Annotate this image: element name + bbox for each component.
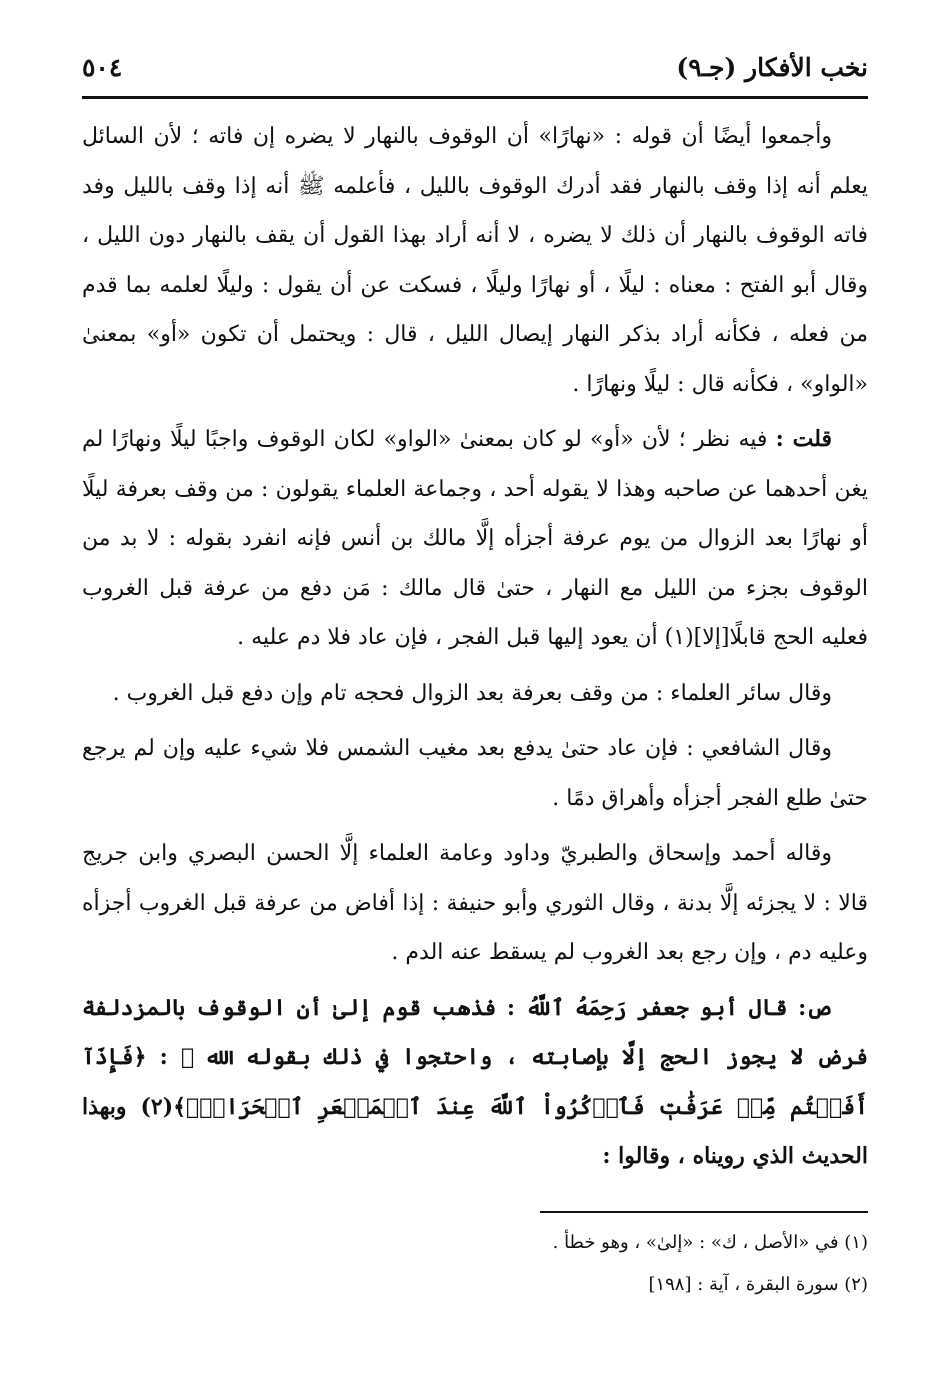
footnotes <box>82 1222 868 1306</box>
paragraph-text: وقال سائر العلماء : من وقف بعرفة بعد الزوال فحجه تام وإن دفع قبل الغروب . <box>112 680 832 706</box>
paragraph <box>82 669 868 719</box>
paragraph-text: قال أبو جعفر رَحِمَهُ ٱللَّهُ : فذهب قوم إلىٰ أن الوقوف بالمزدلفة فرض لا يجوز الحج إلَّا بإصابته ، واحتجوا في ذلك بقوله الله ﷻ : ﴿فَإِذَآ أَفَضۡتُم مِّنۡ عَرَفَٰتٖ فَٱذۡكُرُواْ ٱللَّهَ عِندَ ٱلۡمَشۡعَرِ ٱلۡحَرَامِۖ﴾(٢) وبهذا الحديث الذي رويناه ، وقالوا : <box>82 994 868 1169</box>
paragraph-lead: ص: <box>798 994 832 1021</box>
paragraph <box>82 829 868 978</box>
paragraph <box>82 112 868 409</box>
paragraph-text: وقال الشافعي : فإن عاد حتىٰ يدفع بعد مغيب الشمس فلا شيء عليه وإن لم يرجع حتىٰ طلع الفجر أجزأه وأهراق دمًا . <box>82 736 868 811</box>
paragraph-text: وأجمعوا أيضًا أن قوله : «نهارًا» أن الوقوف بالنهار لا يضره إن فاته ؛ لأن السائل يعلم أنه إذا وقف بالنهار فقد أدرك الوقوف بالليل ، فأعلمه ﷺ أنه إذا وقف بالليل وفد فاته الوقوف بالنهار أن ذلك لا يضره ، لا أنه أراد بهذا القول أن يقف بالنهار دون الليل ، وقال أبو الفتح : معناه : ليلًا ، أو نهارًا وليلًا ، فسكت عن أن يقول : وليلًا لعلمه بما قدم من فعله ، فكأنه أراد بذكر النهار إيصال الليل ، قال : ويحتمل أن تكون «أو» بمعنىٰ «الواو» ، فكأنه قال : ليلًا ونهارًا . <box>82 124 868 397</box>
main-text <box>82 112 868 1227</box>
running-title: نخب الأفكار (جـ٩) <box>676 52 868 82</box>
footnote: (١) في «الأصل ، ك» : «إلىٰ» ، وهو خطأ . <box>552 1232 868 1253</box>
footnote: (٢) سورة البقرة ، آية : [١٩٨] <box>648 1274 868 1295</box>
paragraph <box>82 415 868 663</box>
paragraph <box>82 724 868 823</box>
paragraph-text: فيه نظر ؛ لأن «أو» لو كان بمعنىٰ «الواو» لكان الوقوف واجبًا ليلًا ونهارًا لم يغن أحدهما عن صاحبه وهذا لا يقوله أحد ، وجماعة العلماء يقولون : من وقف بعرفة ليلًا أو نهارًا بعد الزوال من يوم عرفة أجزأه إلَّا مالك بن أنس فإنه انفرد بقوله : لا بد من الوقوف بجزء من الليل مع النهار ، حتىٰ قال مالك : مَن دفع من عرفة قبل الغروب فعليه الحج قابلًا[إلا](١) أن يعود إليها قبل الفجر ، فإن عاد فلا دم عليه . <box>82 427 868 650</box>
paragraph-lead: قلت : <box>775 426 832 452</box>
footnote-separator <box>540 1211 868 1213</box>
page-header <box>82 40 868 94</box>
page-number: ٥٠٤ <box>82 52 123 82</box>
paragraph-matn <box>82 984 868 1182</box>
paragraph-text: وقاله أحمد وإسحاق والطبريّ وداود وعامة العلماء إلَّا الحسن البصري وابن جريج قالا : لا يجزئه إلَّا بدنة ، وقال الثوري وأبو حنيفة : إذا أفاض من عرفة قبل الغروب أجزأه وعليه دم ، وإن رجع بعد الغروب لم يسقط عنه الدم . <box>82 841 868 965</box>
header-rule <box>82 96 868 99</box>
